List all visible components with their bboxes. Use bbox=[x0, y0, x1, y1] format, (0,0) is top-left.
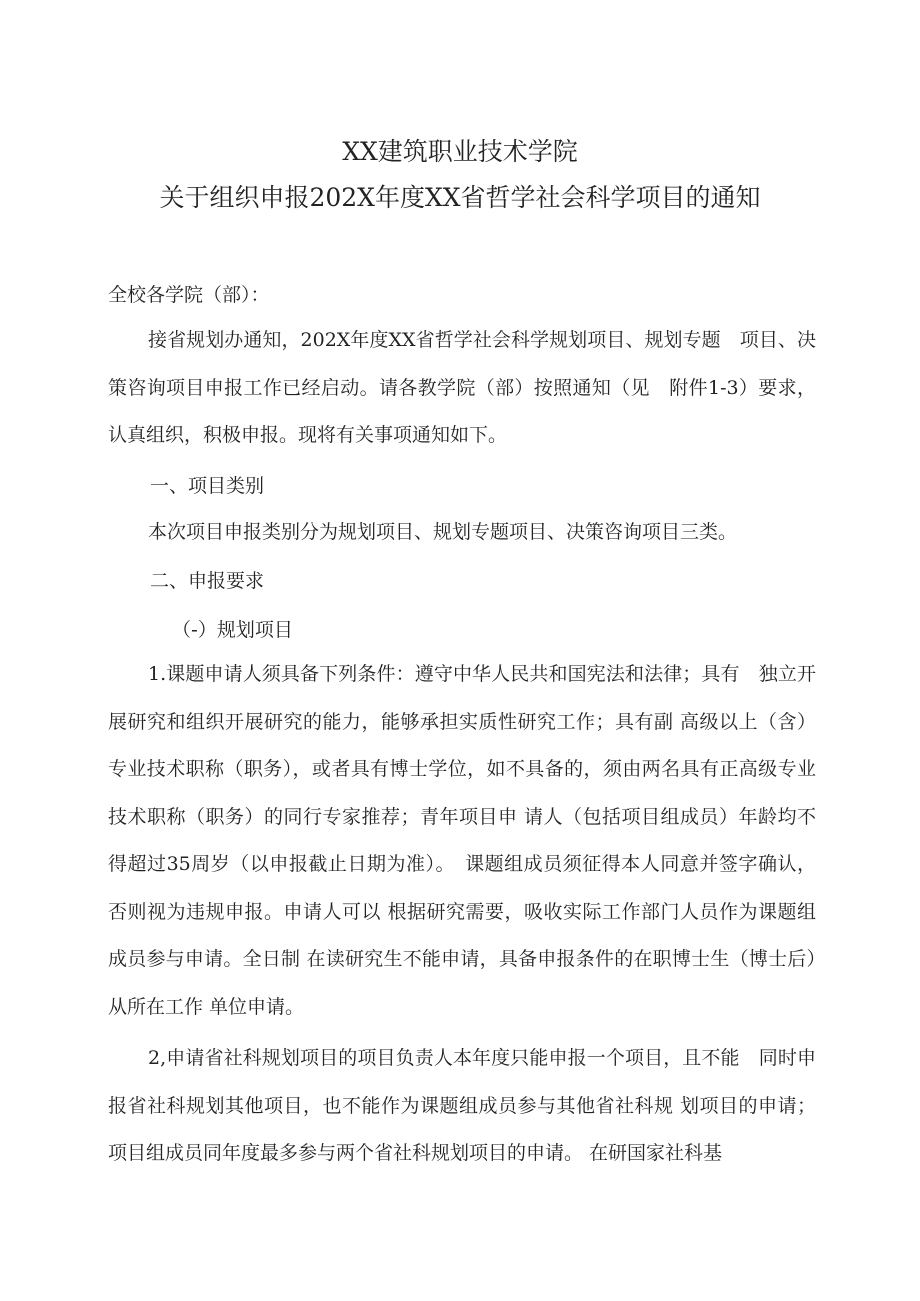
section-heading-project-categories: 一、项目类别 bbox=[150, 475, 265, 497]
requirement-item-2-paragraph: 2,申请省社科规划项目的项目负责人本年度只能申报一个项目，且不能 同时申报省社科规划其他项目，也不能作为课题组成员参与其他省社科规 划项目的申请；项目组成员同年度最多参与两个省社科规划项目的申请。 在研国家社科基 bbox=[108, 1047, 816, 1164]
intro-paragraph: 接省规划办通知，202X年度XX省哲学社会科学规划项目、规划专题 项目、决策咨询项目申报工作已经启动。请各教学院（部）按照通知（见 附件1-3）要求，认真组织，积极申报。现将有关事项通知如下。 bbox=[108, 329, 816, 446]
salutation: 全校各学院（部）： bbox=[108, 284, 270, 306]
requirement-item-1-paragraph: 1.课题申请人须具备下列条件：遵守中华人民共和国宪法和法律；具有 独立开展研究和组织开展研究的能力，能够承担实质性研究工作；具有副 高级以上（含）专业技术职称（职务），或者具有博士学位，如不具备的，须由两名具有正高级专业技术职称（职务）的同行专家推荐；青年项目申 请人（包括项目组成员）年龄均不得超过35周岁（以申报截止日期为准）。 课题组成员须征得本人同意并签字确认，否则视为违规申报。申请人可以 根据研究需要，吸收实际工作部门人员作为课题组成员参与申请。全日制 在读研究生不能申请，具备申报条件的在职博士生（博士后）从所在工作 单位申请。 bbox=[108, 663, 816, 1018]
section-heading-requirements: 二、申报要求 bbox=[150, 570, 265, 592]
project-categories-paragraph: 本次项目申报类别分为规划项目、规划专题项目、决策咨询项目三类。 bbox=[148, 521, 738, 543]
document-title-line2: 关于组织申报202X年度XX省哲学社会科学项目的通知 bbox=[159, 183, 761, 212]
subsection-heading-planning-projects: （-）规划项目 bbox=[172, 619, 293, 641]
document-title-line1: XX建筑职业技术学院 bbox=[342, 137, 578, 166]
